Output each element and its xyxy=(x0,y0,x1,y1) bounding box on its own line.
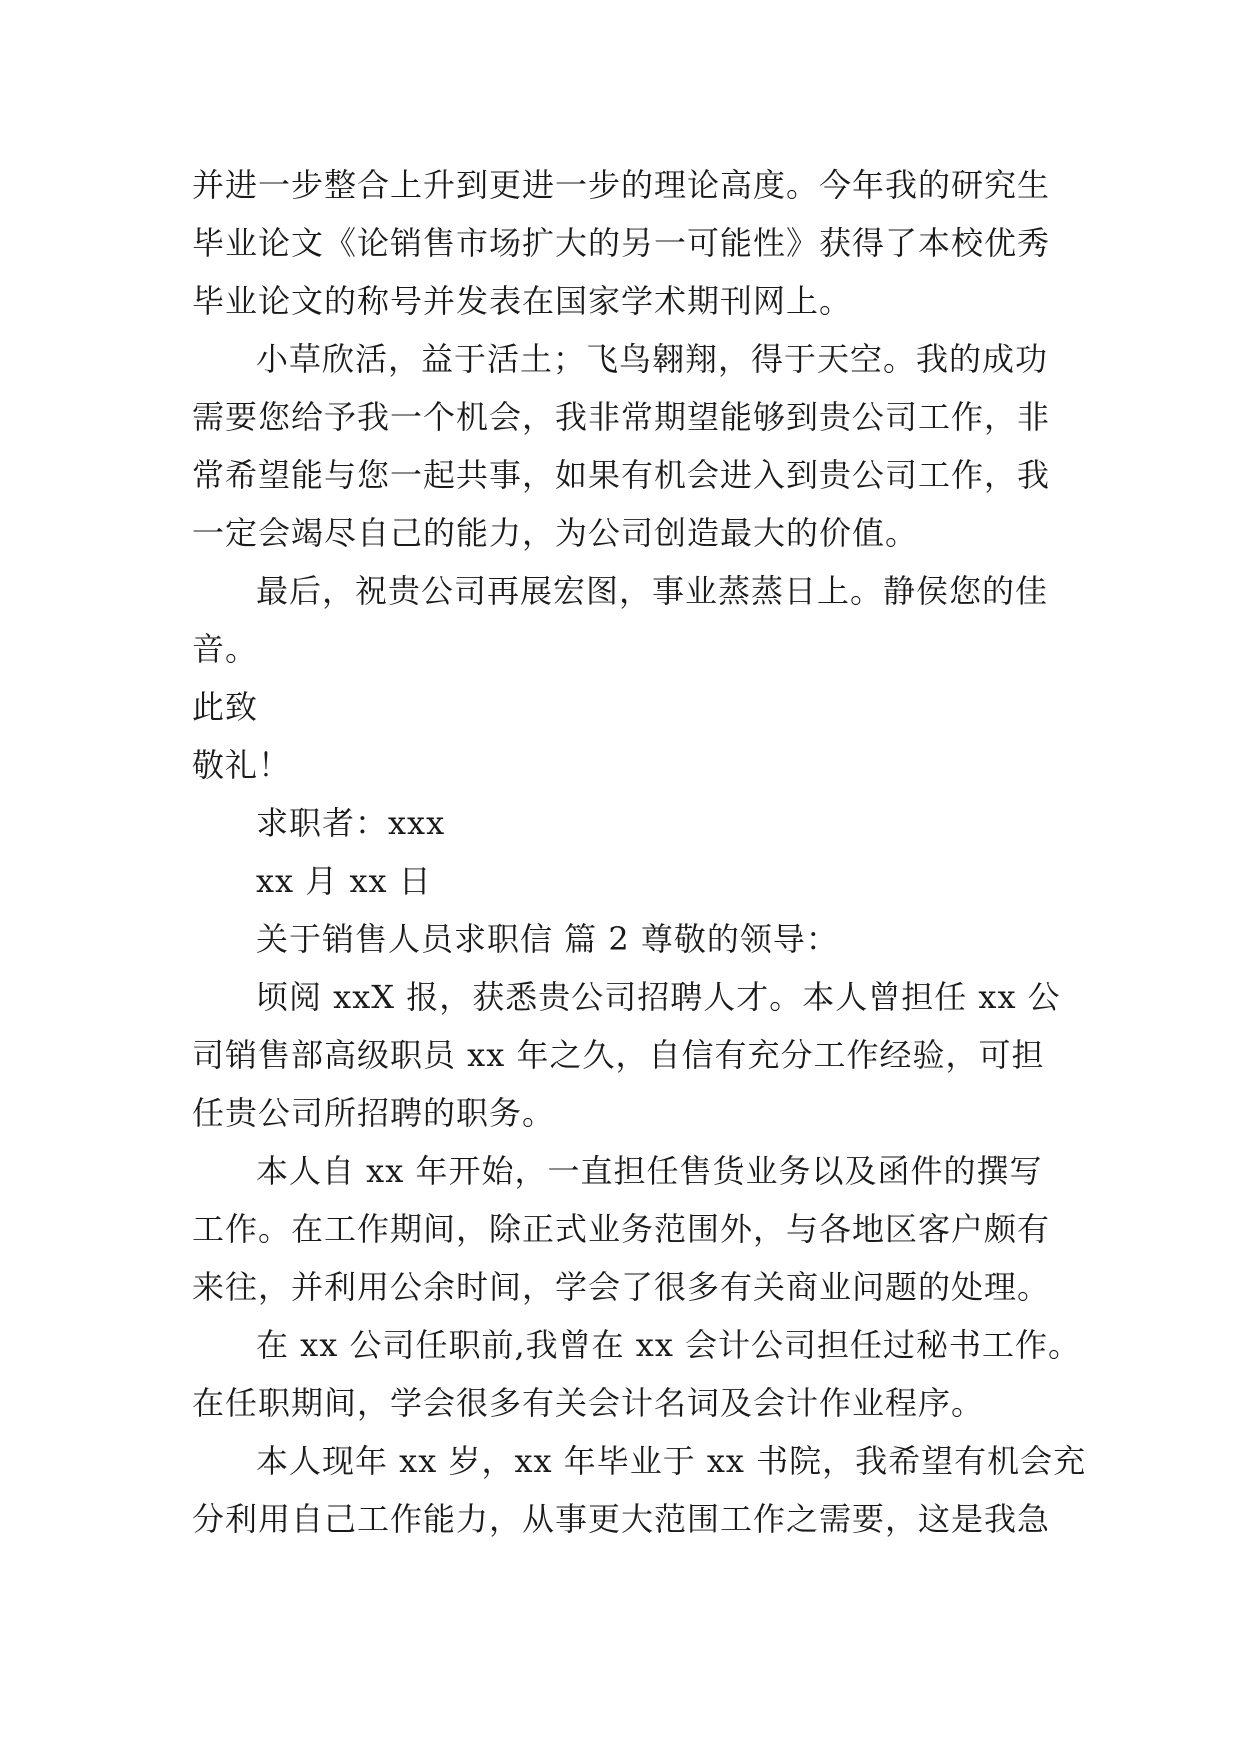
closing-regards: 敬礼！ xyxy=(192,746,292,784)
text-line: 在 xx 公司任职前,我曾在 xx 会计公司担任过秘书工作。 xyxy=(256,1326,1082,1364)
text-line: 音。 xyxy=(192,630,259,668)
text-line: 毕业论文《论销售市场扩大的另一可能性》获得了本校优秀 xyxy=(192,224,1051,262)
signature-applicant: 求职者：xxx xyxy=(256,804,446,842)
text-line: 并进一步整合上升到更进一步的理论高度。今年我的研究生 xyxy=(192,166,1051,204)
section-heading: 关于销售人员求职信 篇 2 尊敬的领导： xyxy=(256,920,839,958)
text-line: 本人现年 xx 岁，xx 年毕业于 xx 书院，我希望有机会充 xyxy=(256,1442,1087,1480)
text-line: 分利用自己工作能力，从事更大范围工作之需要，这是我急 xyxy=(192,1500,1051,1538)
text-line: 在任职期间，学会很多有关会计名词及会计作业程序。 xyxy=(192,1384,985,1422)
text-line: 工作。在工作期间，除正式业务范围外，与各地区客户颇有 xyxy=(192,1210,1051,1248)
text-line: 任贵公司所招聘的职务。 xyxy=(192,1094,556,1132)
text-line: 毕业论文的称号并发表在国家学术期刊网上。 xyxy=(192,282,853,320)
text-line: 需要您给予我一个机会，我非常期望能够到贵公司工作，非 xyxy=(192,398,1051,436)
document-body xyxy=(192,156,1087,1548)
text-line: 小草欣活，益于活土；飞鸟翱翔，得于天空。我的成功 xyxy=(256,340,1049,378)
text-line: 顷阅 xxX 报，获悉贵公司招聘人才。本人曾担任 xx 公 xyxy=(256,978,1061,1016)
signature-date: xx 月 xx 日 xyxy=(256,862,432,900)
text-line: 本人自 xx 年开始，一直担任售货业务以及函件的撰写 xyxy=(256,1152,1043,1190)
text-line: 一定会竭尽自己的能力，为公司创造最大的价值。 xyxy=(192,514,919,552)
text-line: 常希望能与您一起共事，如果有机会进入到贵公司工作，我 xyxy=(192,456,1051,494)
closing-salutation: 此致 xyxy=(192,688,259,726)
text-line: 最后，祝贵公司再展宏图，事业蒸蒸日上。静侯您的佳 xyxy=(256,572,1049,610)
text-line: 司销售部高级职员 xx 年之久，自信有充分工作经验，可担 xyxy=(192,1036,1045,1074)
text-line: 来往，并利用公余时间，学会了很多有关商业问题的处理。 xyxy=(192,1268,1051,1306)
